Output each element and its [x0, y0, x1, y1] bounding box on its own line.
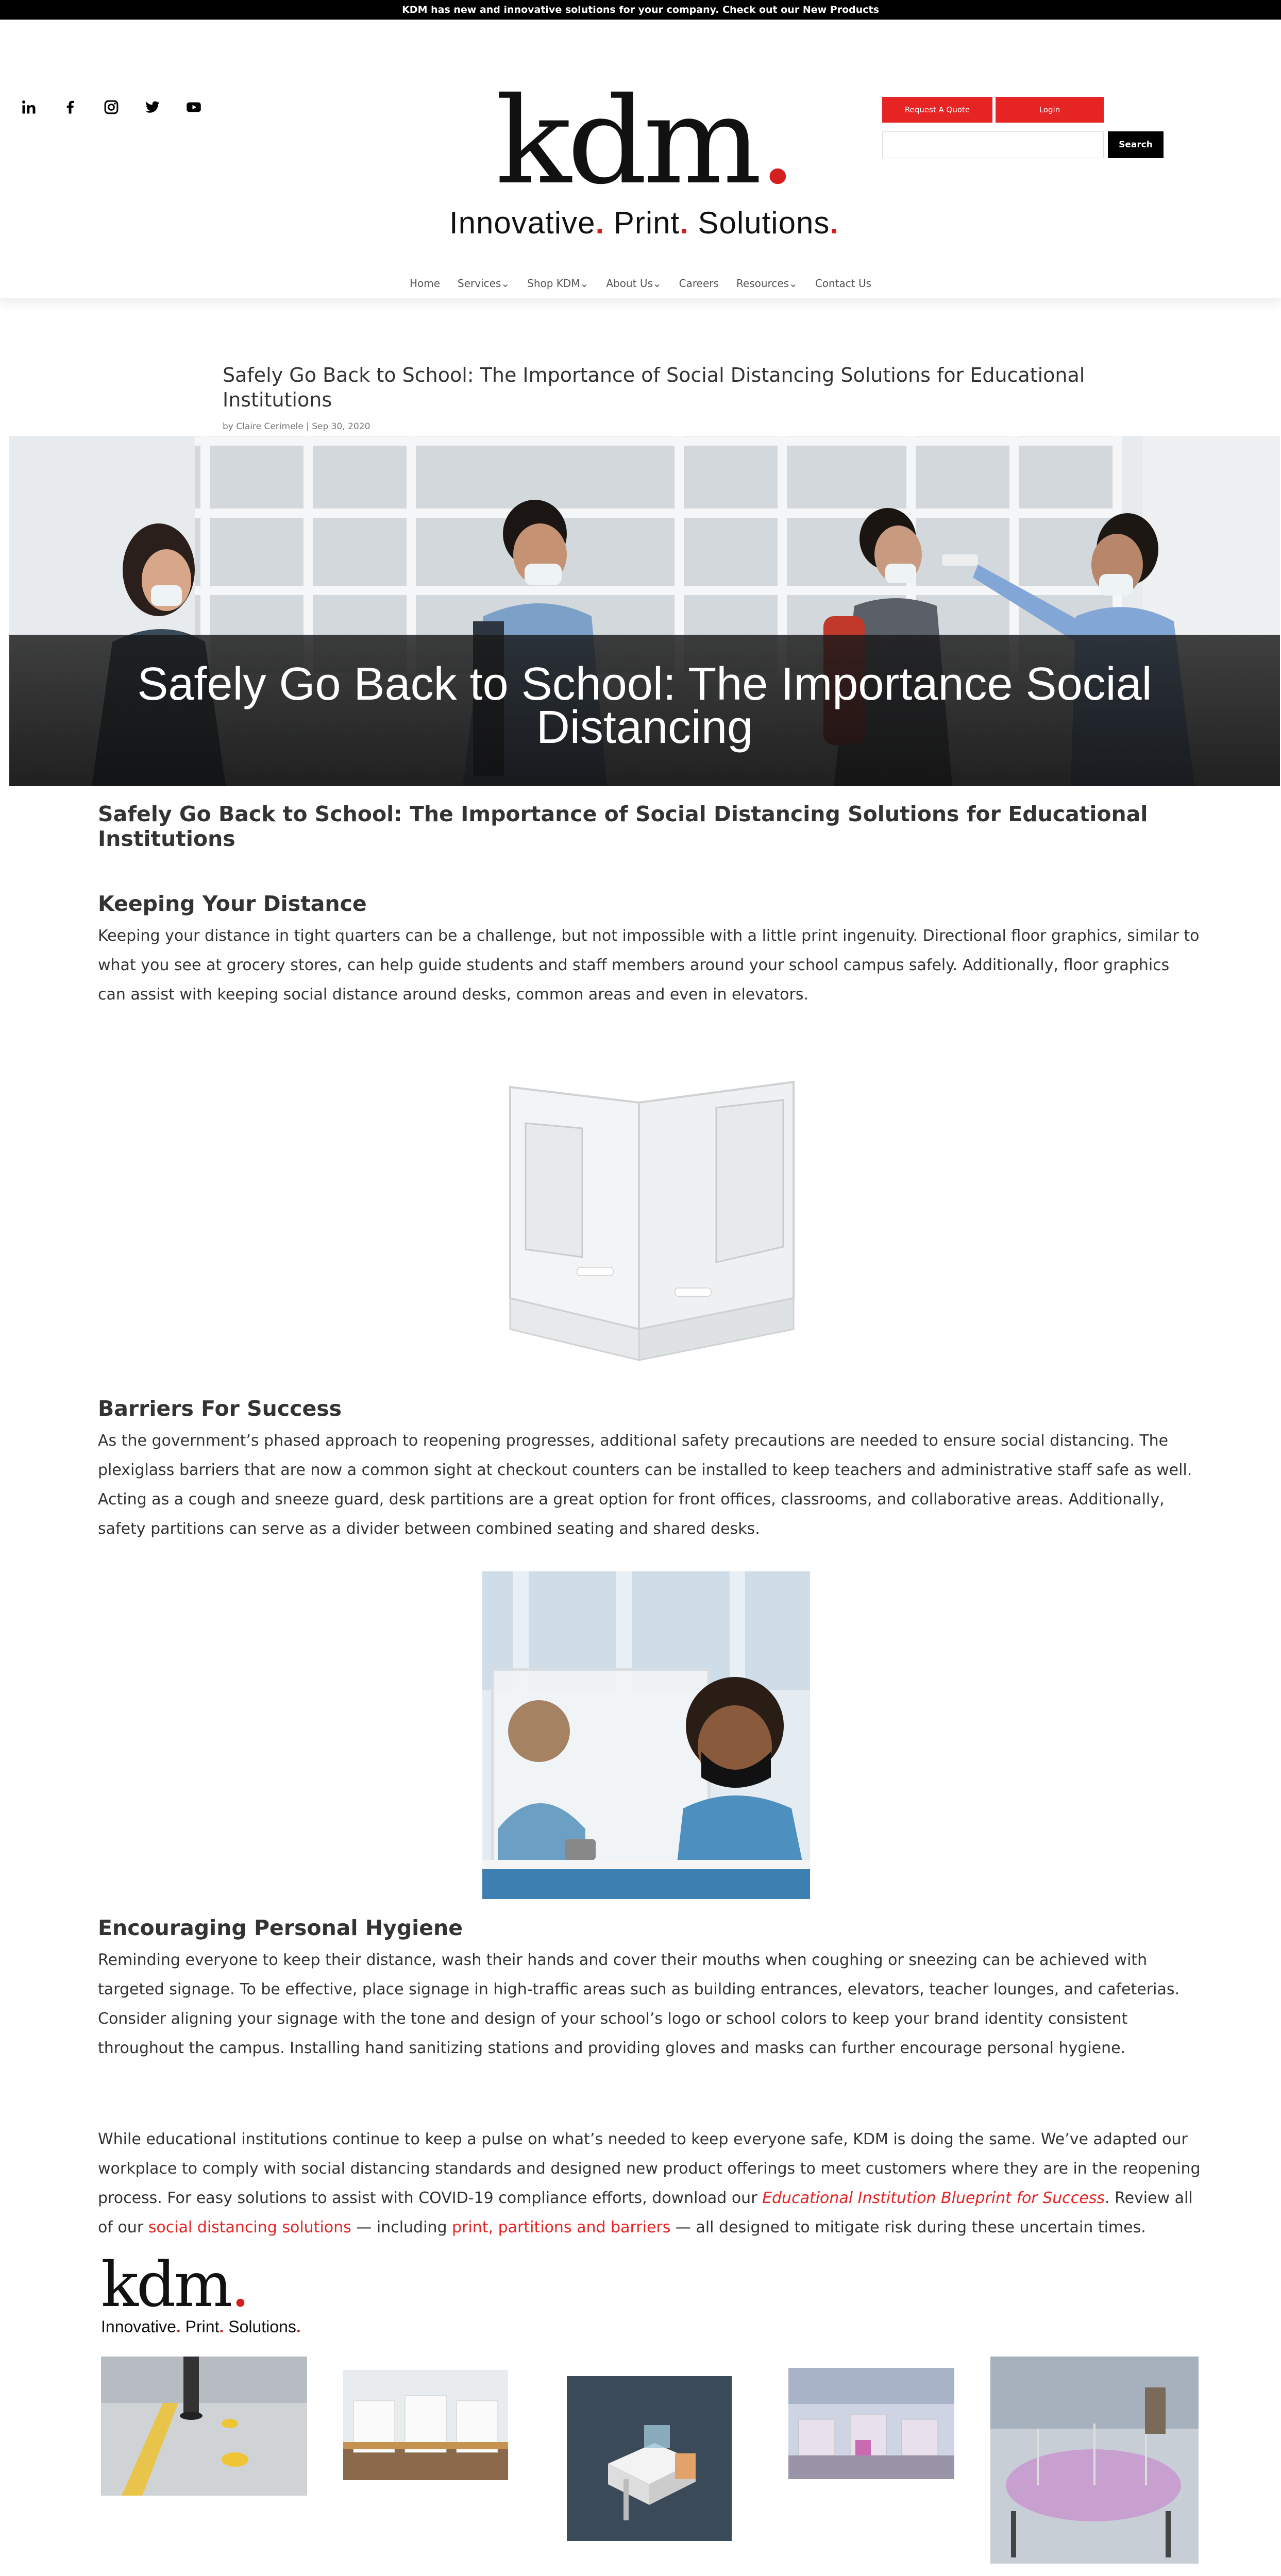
gallery-kidney-table-image[interactable]	[990, 2357, 1199, 2564]
gallery-desk-partitions-image[interactable]	[343, 2370, 508, 2480]
logo-tagline: Innovative. Print. Solutions.	[449, 206, 839, 240]
gallery-desk-illustration-image[interactable]	[567, 2376, 732, 2541]
nav-item-home[interactable]: Home	[409, 277, 441, 290]
hero-image	[9, 436, 1280, 786]
search-button[interactable]: Search	[1108, 131, 1164, 158]
linkedin-icon[interactable]	[18, 96, 40, 118]
facebook-icon[interactable]	[59, 96, 81, 118]
search-input[interactable]	[882, 131, 1104, 158]
hero-title: Safely Go Back to School: The Importance Social Distancing	[137, 658, 1152, 753]
site-logo[interactable]	[417, 72, 871, 241]
article-heading: Safely Go Back to School: The Importance of Social Distancing Solutions for Educational Institutions	[98, 802, 1148, 851]
section-body-distance: Keeping your distance in tight quarters can be a challenge, but not impossible with a little print ingenuity. Directional floor graphics, similar to what you see at grocery stores, can help guide students and staff members around your school campus safely. Additionally, floor graphics can assist with keeping social distance around desks, common areas and even in elevators.	[98, 927, 1200, 1004]
nav-item-careers[interactable]: Careers	[679, 277, 719, 290]
footer-logo: kdm. Innovative. Print. Solutions.	[101, 2249, 301, 2336]
section-heading-hygiene: Encouraging Personal Hygiene	[98, 1916, 463, 1940]
social-distancing-link[interactable]: social distancing solutions	[148, 2218, 351, 2236]
chevron-down-icon: ⌄	[789, 277, 798, 290]
classroom-partition-image	[482, 1571, 810, 1899]
nav-item-services[interactable]: Services⌄	[458, 277, 510, 290]
section-heading-distance: Keeping Your Distance	[98, 891, 367, 916]
desk-partition-image	[484, 1072, 804, 1370]
section-body-barriers: As the government’s phased approach to reopening progresses, additional safety precautions are needed to ensure social distancing. The plexiglass barriers that are now a common sight at checkout counters can be installed to keep teachers and administrative staff safe as well. Acting as a cough and sneeze guard, desk partitions are a great option for front offices, classrooms, and collaborative areas. Additionally, safety partitions can serve as a divider between combined seating and shared desks.	[98, 1432, 1192, 1538]
nav-item-resources[interactable]: Resources⌄	[736, 277, 798, 290]
logo-text: kdm	[495, 72, 758, 211]
chevron-down-icon: ⌄	[501, 277, 510, 290]
print-partitions-link[interactable]: print, partitions and barriers	[452, 2218, 671, 2236]
nav-item-about-us[interactable]: About Us⌄	[606, 277, 662, 290]
login-button[interactable]: Login	[996, 97, 1104, 123]
site-header	[0, 20, 1281, 298]
section-heading-barriers: Barriers For Success	[98, 1396, 342, 1421]
nav-item-contact-us[interactable]: Contact Us	[815, 277, 872, 290]
post-title: Safely Go Back to School: The Importance of Social Distancing Solutions for Educational Institutions	[223, 364, 1085, 411]
instagram-icon[interactable]	[100, 96, 123, 118]
request-quote-button[interactable]: Request A Quote	[882, 97, 992, 123]
logo-dot: .	[757, 72, 794, 211]
closing-paragraph: While educational institutions continue to keep a pulse on what’s needed to keep everyone safe, KDM is doing the same. We’ve adapted our workplace to comply with social distancing standards and designed new product offerings to meet customers where they are in the reopening process. For easy solutions to assist with COVID-19 compliance efforts, download our Educational Institution Blueprint for Success. Review all of our social distancing solutions — including print, partitions and barriers — all designed to mitigate risk during these uncertain times.	[98, 2130, 1201, 2236]
chevron-down-icon: ⌄	[652, 277, 662, 290]
twitter-icon[interactable]	[141, 96, 164, 118]
gallery-floor-graphics-image[interactable]	[101, 2357, 307, 2496]
blueprint-link[interactable]: Educational Institution Blueprint for Success	[762, 2189, 1105, 2207]
youtube-icon[interactable]	[182, 96, 205, 118]
gallery-classroom-desks-image[interactable]	[788, 2368, 954, 2479]
main-nav	[0, 277, 1281, 290]
chevron-down-icon: ⌄	[580, 277, 589, 290]
section-body-hygiene: Reminding everyone to keep their distance, wash their hands and cover their mouths when coughing or sneezing can be achieved with targeted signage. To be effective, place signage in high-traffic areas such as building entrances, elevators, teacher lounges, and cafeterias. Consider aligning your signage with the tone and design of your school’s logo or school colors to keep your brand identity consistent throughout the campus. Installing hand sanitizing stations and providing gloves and masks can further encourage personal hygiene.	[98, 1951, 1179, 2057]
nav-item-shop-kdm[interactable]: Shop KDM⌄	[527, 277, 589, 290]
announcement-bar[interactable]: KDM has new and innovative solutions for your company. Check out our New Products	[0, 0, 1281, 20]
post-byline: by Claire Cerimele | Sep 30, 2020	[223, 421, 370, 432]
